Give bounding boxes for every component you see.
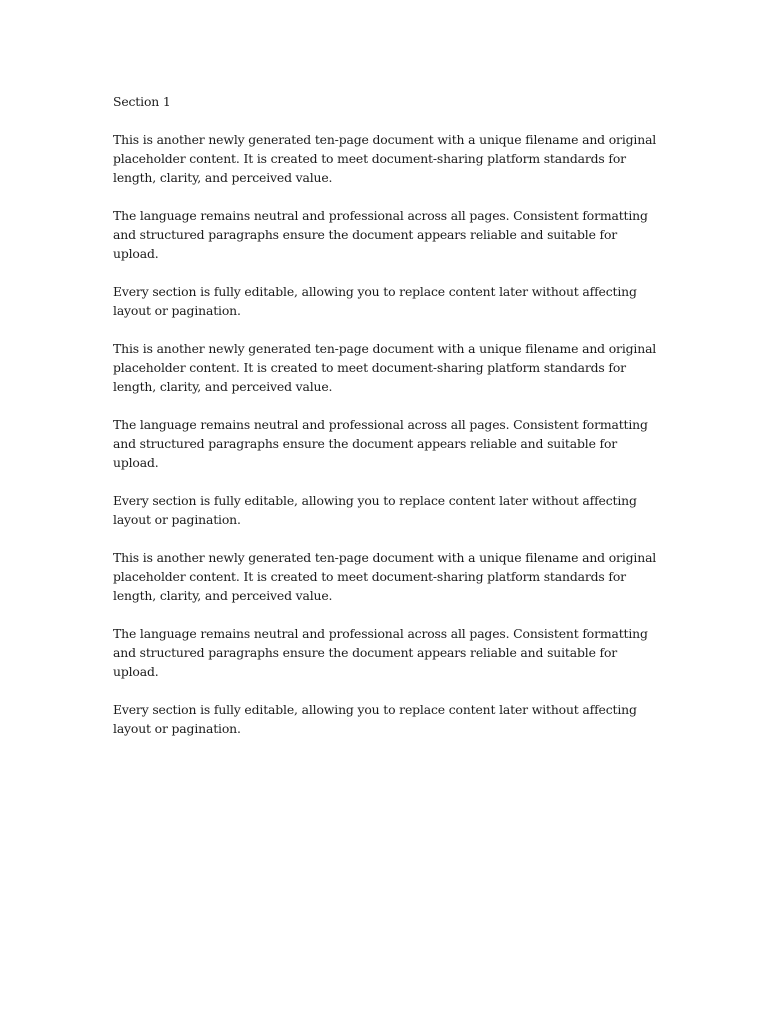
paragraph: This is another newly generated ten-page document with a unique filename and original placeholder content. It is created to meet document-sharing platform standards for length, clarity, and perceived value. [113,550,657,603]
paragraph: Every section is fully editable, allowing you to replace content later without affecting layout or pagination. [113,702,637,736]
document-body [113,92,658,757]
paragraph: The language remains neutral and professional across all pages. Consistent formatting and structured paragraphs ensure the document appears reliable and suitable for upload. [113,417,648,470]
paragraph: This is another newly generated ten-page document with a unique filename and original placeholder content. It is created to meet document-sharing platform standards for length, clarity, and perceived value. [113,341,657,394]
paragraph: The language remains neutral and professional across all pages. Consistent formatting and structured paragraphs ensure the document appears reliable and suitable for upload. [113,208,648,261]
paragraph: The language remains neutral and professional across all pages. Consistent formatting and structured paragraphs ensure the document appears reliable and suitable for upload. [113,626,648,679]
paragraph: Every section is fully editable, allowing you to replace content later without affecting layout or pagination. [113,284,637,318]
section-title: Section 1 [113,94,171,109]
paragraph: Every section is fully editable, allowing you to replace content later without affecting layout or pagination. [113,493,637,527]
paragraph: This is another newly generated ten-page document with a unique filename and original placeholder content. It is created to meet document-sharing platform standards for length, clarity, and perceived value. [113,132,657,185]
